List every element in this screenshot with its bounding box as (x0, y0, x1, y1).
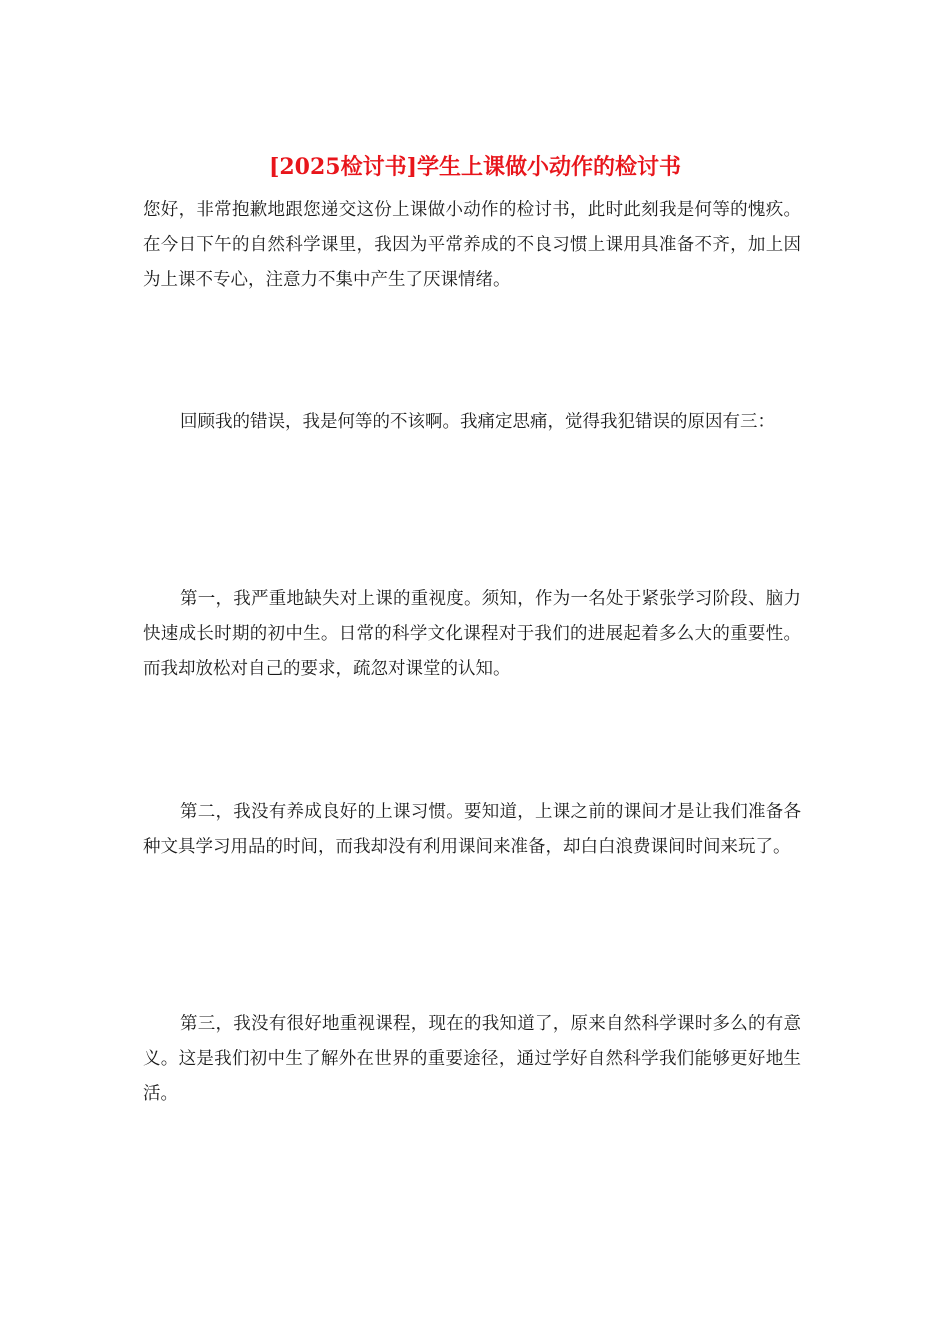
paragraph-reason-one: 第一，我严重地缺失对上课的重视度。须知，作为一名处于紧张学习阶段、脑力快速成长时期的初中生。日常的科学文化课程对于我们的进展起着多么大的重要性。而我却放松对自己的要求，疏忽对课堂的认知。 (143, 589, 801, 679)
paragraph-reason-two: 第二，我没有养成良好的上课习惯。要知道，上课之前的课间才是让我们准备各种文具学习用品的时间，而我却没有利用课间来准备，却白白浪费课间时间来玩了。 (143, 802, 801, 857)
paragraph-greeting: 您好，非常抱歉地跟您递交这份上课做小动作的检讨书，此时此刻我是何等的愧疚。在今日下午的自然科学课里，我因为平常养成的不良习惯上课用具准备不齐，加上因为上课不专心，注意力不集中产生了厌课情绪。 (143, 200, 801, 290)
paragraph-reflection: 回顾我的错误，我是何等的不该啊。我痛定思痛，觉得我犯错误的原因有三： (180, 412, 775, 432)
paragraph-reason-three: 第三，我没有很好地重视课程，现在的我知道了，原来自然科学课时多么的有意义。这是我们初中生了解外在世界的重要途径，通过学好自然科学我们能够更好地生活。 (143, 1014, 801, 1104)
document-title: [2025检讨书]学生上课做小动作的检讨书 (268, 154, 682, 180)
